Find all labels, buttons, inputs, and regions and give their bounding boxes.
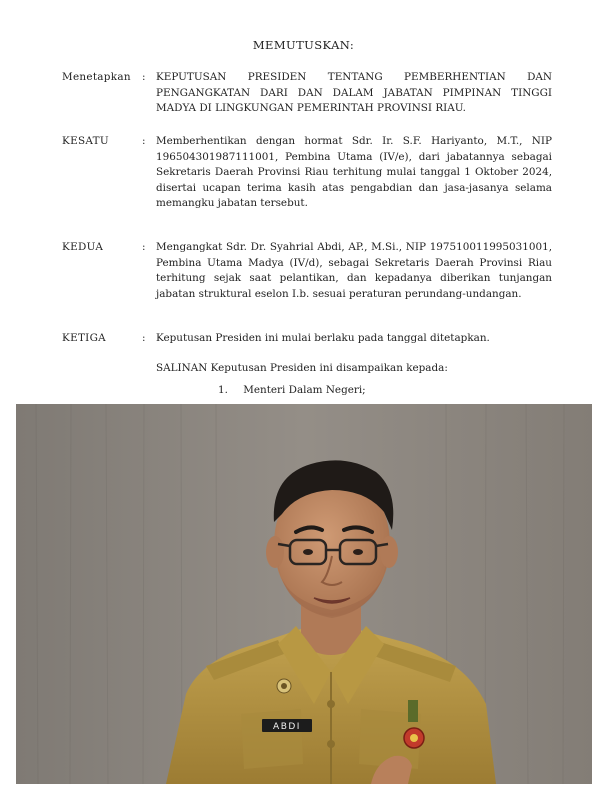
portrait-illustration [16, 404, 592, 784]
section-text: Memberhentikan dengan hormat Sdr. Ir. S.F. Hariyanto, M.T., NIP 196504301987111001, Pembina Utama (IV/e), dari jabatannya sebagai Sekretaris Daerah Provinsi Riau terhitung mulai tanggal 1 Oktober 2024, disertai ucapan terima kasih atas pengabdian dan jasa-jasanya selama memangku jabatan tersebut. [156, 135, 552, 210]
official-portrait-photo [16, 404, 592, 784]
section-text: KEPUTUSAN PRESIDEN TENTANG PEMBERHENTIAN DAN PENGANGKATAN DARI DAN DALAM JABATAN PIMPINAN TINGGI MADYA DI LINGKUNGAN PEMERINTAH PROVINSI RIAU. [156, 71, 552, 115]
section-colon: : [142, 332, 146, 344]
name-tag-text: ABDI [273, 722, 301, 732]
recipient-item [218, 384, 366, 396]
section-colon: : [142, 241, 146, 253]
section-text: Mengangkat Sdr. Dr. Syahrial Abdi, AP., M.Si., NIP 197510011995031001, Pembina Utama Madya (IV/d), sebagai Sekretaris Daerah Provinsi Riau terhitung sejak saat pelantikan, dan kepadanya diberikan tunjangan jabatan struktural eselon I.b. sesuai peraturan perundang-undangan. [156, 241, 552, 300]
section-label: KESATU [62, 135, 109, 147]
document-heading: MEMUTUSKAN: [252, 38, 355, 52]
name-tag [262, 719, 312, 732]
salinan-line: SALINAN Keputusan Presiden ini disampaikan kepada: [156, 362, 448, 374]
korpri-badge [277, 679, 291, 693]
section-colon: : [142, 135, 146, 147]
recipient-name: Menteri Dalam Negeri; [243, 384, 366, 396]
section-label: KETIGA [62, 332, 106, 344]
province-badge [404, 728, 424, 748]
section-text: Keputusan Presiden ini mulai berlaku pada tanggal ditetapkan. [156, 332, 490, 344]
section-label: Menetapkan [62, 71, 131, 83]
recipient-number: 1. [218, 384, 228, 396]
section-label: KEDUA [62, 241, 104, 253]
section-colon: : [142, 71, 146, 83]
